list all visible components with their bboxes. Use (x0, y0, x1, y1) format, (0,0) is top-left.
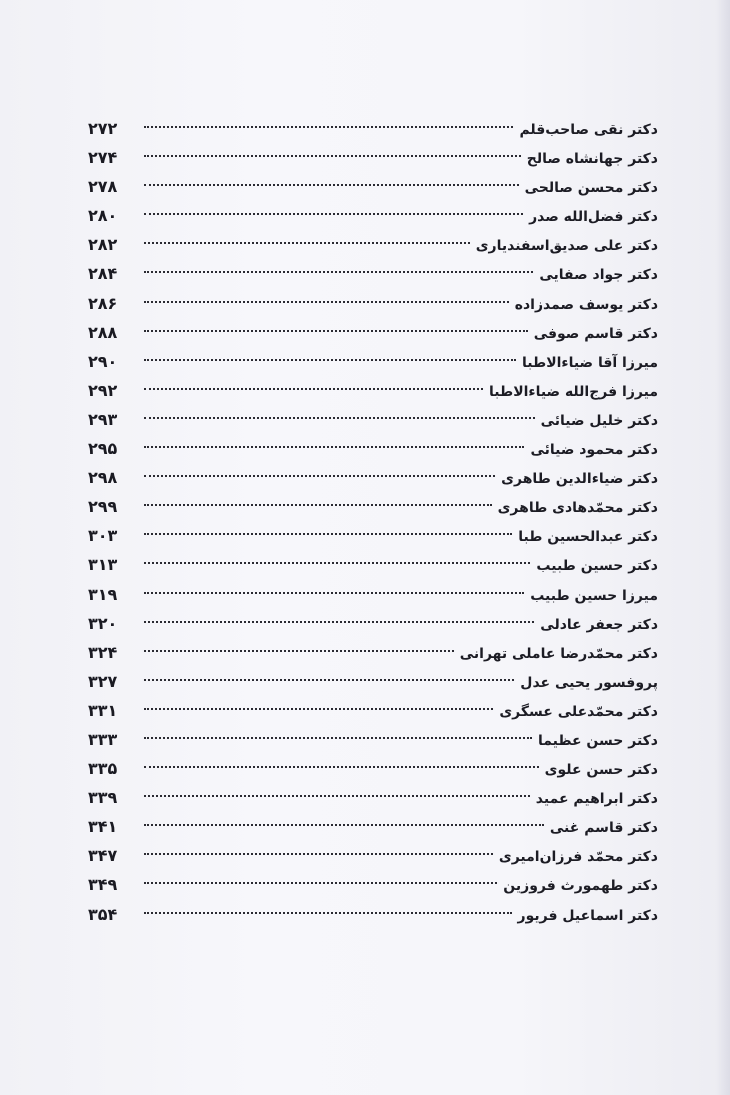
toc-entry (88, 347, 658, 376)
toc-entry (88, 143, 658, 172)
dot-leader (144, 562, 530, 564)
toc-entry (88, 550, 658, 579)
toc-entry-page-number: ۲۹۵ (88, 439, 118, 459)
toc-entry-page-number: ۲۷۲ (88, 119, 118, 138)
toc-entry-name: دکتر حسن علوی (544, 762, 658, 779)
table-of-contents (88, 114, 658, 929)
toc-entry-page-number: ۲۸۸ (88, 322, 118, 342)
dot-leader (144, 708, 493, 710)
toc-entry (88, 434, 658, 463)
toc-entry-page-number: ۳۴۱ (88, 817, 118, 837)
toc-entry-page-number: ۳۲۷ (88, 671, 118, 691)
toc-entry-name: دکتر محمّدهادی طاهری (497, 500, 658, 517)
toc-entry-page-number: ۲۷۸ (88, 177, 118, 197)
dot-leader (144, 882, 497, 884)
toc-entry-name: دکتر خلیل ضیائی (540, 412, 658, 429)
toc-entry (88, 638, 658, 667)
toc-entry-page-number: ۳۳۵ (88, 759, 118, 779)
dot-leader (144, 126, 513, 128)
toc-entry (88, 230, 658, 259)
dot-leader (144, 475, 495, 477)
toc-entry-name: دکتر قاسم غنی (549, 820, 658, 837)
dot-leader (144, 504, 492, 506)
toc-entry (88, 201, 658, 230)
toc-entry-page-number: ۲۷۴ (88, 148, 118, 168)
toc-entry-page-number: ۳۳۱ (88, 700, 118, 720)
toc-entry-name: پروفسور یحیی عدل (520, 674, 658, 691)
toc-entry (88, 376, 658, 405)
toc-entry-page-number: ۳۵۴ (88, 904, 118, 924)
dot-leader (144, 853, 493, 855)
toc-entry-name: دکتر علی صدیق‌اسفندیاری (475, 238, 658, 255)
toc-entry-page-number: ۳۳۳ (88, 729, 118, 749)
dot-leader (144, 184, 519, 186)
dot-leader (144, 679, 514, 681)
toc-entry (88, 696, 658, 725)
toc-entry (88, 463, 658, 492)
dot-leader (144, 592, 524, 594)
toc-entry-page-number: ۳۱۳ (88, 555, 118, 575)
toc-entry (88, 318, 658, 347)
toc-entry (88, 114, 658, 143)
toc-entry (88, 405, 658, 434)
dot-leader (144, 417, 535, 419)
toc-entry-name: میرزا فرج‌الله ضیاءالاطبا (489, 383, 658, 400)
toc-entry (88, 900, 658, 929)
toc-entry-name: دکتر طهمورث فروزین (503, 878, 658, 895)
toc-entry (88, 783, 658, 812)
toc-entry (88, 259, 658, 288)
toc-entry-name: دکتر محمّدعلی عسگری (499, 703, 658, 720)
toc-entry (88, 667, 658, 696)
toc-entry-name: دکتر جعفر عادلی (540, 616, 658, 633)
dot-leader (144, 155, 521, 157)
dot-leader (144, 650, 454, 652)
toc-entry-page-number: ۲۹۲ (88, 380, 118, 400)
toc-entry-name: دکتر فضل‌الله صدر (529, 209, 658, 226)
dot-leader (144, 213, 523, 215)
toc-entry-page-number: ۳۳۹ (88, 788, 118, 808)
toc-entry-name: دکتر محمّدرضا عاملی تهرانی (459, 645, 658, 662)
toc-entry-name: دکتر محمود ضیائی (530, 442, 658, 459)
toc-entry-name: میرزا آقا ضیاءالاطبا (522, 354, 658, 371)
dot-leader (144, 912, 512, 914)
toc-entry-page-number: ۲۸۲ (88, 235, 118, 255)
toc-entry (88, 521, 658, 550)
toc-entry (88, 609, 658, 638)
toc-entry (88, 580, 658, 609)
toc-entry-page-number: ۳۱۹ (88, 584, 118, 604)
toc-entry-page-number: ۲۹۳ (88, 409, 118, 429)
toc-entry (88, 754, 658, 783)
toc-entry-name: دکتر عبدالحسین طبا (518, 529, 658, 546)
toc-entry-page-number: ۳۲۴ (88, 642, 118, 662)
dot-leader (144, 359, 516, 361)
dot-leader (144, 737, 532, 739)
toc-entry (88, 841, 658, 870)
toc-entry-name: دکتر ضیاءالدین طاهری (501, 471, 658, 488)
toc-entry-name: دکتر ابراهیم عمید (535, 791, 658, 808)
toc-entry-page-number: ۲۹۹ (88, 497, 118, 517)
toc-entry-name: دکتر جهانشاه صالح (526, 151, 658, 168)
toc-entry-name: دکتر حسین طبیب (536, 558, 658, 575)
toc-entry-page-number: ۲۸۰ (88, 206, 118, 226)
toc-entry-page-number: ۲۹۰ (88, 351, 118, 371)
dot-leader (144, 621, 534, 623)
toc-entry-page-number: ۲۸۴ (88, 264, 118, 284)
toc-entry-name: دکتر نقی صاحب‌قلم (519, 122, 658, 138)
dot-leader (144, 301, 509, 303)
dot-leader (144, 795, 530, 797)
toc-entry (88, 172, 658, 201)
toc-entry-name: دکتر حسن عظیما (538, 732, 658, 749)
dot-leader (144, 271, 533, 273)
toc-entry-name: دکتر محسن صالحی (524, 180, 658, 197)
toc-entry-page-number: ۳۰۳ (88, 526, 118, 546)
toc-entry-page-number: ۲۹۸ (88, 468, 118, 488)
dot-leader (144, 533, 512, 535)
dot-leader (144, 388, 483, 390)
toc-entry-name: دکتر جواد صفایی (539, 267, 658, 284)
toc-entry-name: دکتر اسماعیل فریور (517, 907, 658, 924)
toc-entry (88, 812, 658, 841)
dot-leader (144, 242, 470, 244)
toc-entry-page-number: ۳۲۰ (88, 613, 118, 633)
toc-entry-name: میرزا حسین طبیب (530, 587, 658, 604)
toc-entry-name: دکتر قاسم صوفی (533, 325, 658, 342)
toc-entry (88, 725, 658, 754)
toc-entry (88, 870, 658, 899)
dot-leader (144, 766, 539, 768)
toc-entry-page-number: ۲۸۶ (88, 293, 118, 313)
toc-entry-page-number: ۳۴۷ (88, 846, 118, 866)
dot-leader (144, 330, 528, 332)
toc-entry-page-number: ۳۴۹ (88, 875, 118, 895)
toc-entry (88, 289, 658, 318)
toc-entry-name: دکتر محمّد فرزان‌امیری (498, 849, 658, 866)
toc-entry (88, 492, 658, 521)
toc-entry-name: دکتر یوسف صمدزاده (514, 296, 658, 313)
dot-leader (144, 446, 524, 448)
dot-leader (144, 824, 544, 826)
